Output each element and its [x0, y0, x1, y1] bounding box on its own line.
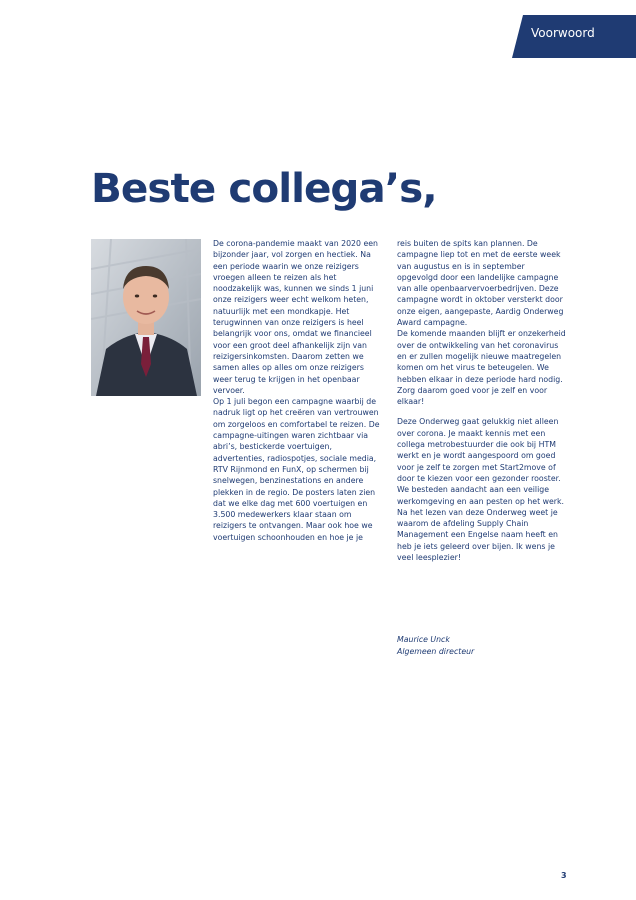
page-number: 3 [561, 871, 567, 880]
intro-column-right [397, 238, 567, 563]
paragraph: Deze Onderweg gaat gelukkig niet alleen over corona. Je maakt kennis met een collega metrobestuurder die ook bij HTM werkt en je wordt aangespoord om goed voor je zelf te zorgen met Start2move of door te kiezen voor een gezonder rooster. We besteden aandacht aan een veilige werkomgeving en aan pesten op het werk. Na het lezen van deze Onderweg weet je waarom de afdeling Supply Chain Management een Engelse naam heeft en heb je iets geleerd over bijen. Ik wens je veel leesplezier! [397, 417, 564, 563]
paragraph: De corona-pandemie maakt van 2020 een bijzonder jaar, vol zorgen en hectiek. Na een periode waarin we onze reizigers vroegen alleen te reizen als het noodzakelijk was, kunnen we sinds 1 juni onze reizigers weer echt welkom heten, natuurlijk met een mondkapje. Het terugwinnen van onze reizigers is heel belangrijk voor ons, omdat we financieel voor een groot deel afhankelijk zijn van reizigersinkomsten. Daarom zetten we samen alles op alles om onze reizigers weer terug te krijgen in het openbaar vervoer. [213, 239, 378, 395]
signature-role: Algemeen directeur [397, 647, 475, 656]
intro-column-left [213, 238, 385, 543]
paragraph: Op 1 juli begon een campagne waarbij de nadruk ligt op het creëren van vertrouwen om zorgeloos en comfortabel te reizen. De campagne-uitingen waren zichtbaar via abri’s, bestickerde voertuigen, advertenties, radiospotjes, sociale media, RTV Rijnmond en FunX, op schermen bij snelwegen, benzinestations en andere plekken in de regio. De posters laten zien dat we elke dag met 600 voertuigen en 3.500 medewerkers klaar staan om reizigers te ontvangen. Maar ook hoe we voertuigen schoonhouden en hoe je je [213, 397, 380, 542]
page-title: Beste collega’s, [91, 164, 437, 212]
signature-name: Maurice Unck [397, 635, 450, 644]
director-portrait [91, 239, 201, 396]
signature [397, 634, 567, 658]
section-tab-label: Voorwoord [531, 26, 595, 40]
paragraph: reis buiten de spits kan plannen. De campagne liep tot en met de eerste week van augustus en is in september opgevolgd door een landelijke campagne van alle openbaarvervoerbedrijven. Deze campagne wordt in oktober versterkt door onze eigen, aangepaste, Aardig Onderweg Award campagne. [397, 239, 564, 328]
paragraph: De komende maanden blijft er onzekerheid over de ontwikkeling van het coronavirus en er zullen mogelijk nieuwe maatregelen komen om het virus te beteugelen. We hebben elkaar in deze periode hard nodig. Zorg daarom goed voor je zelf en voor elkaar! [397, 329, 566, 407]
